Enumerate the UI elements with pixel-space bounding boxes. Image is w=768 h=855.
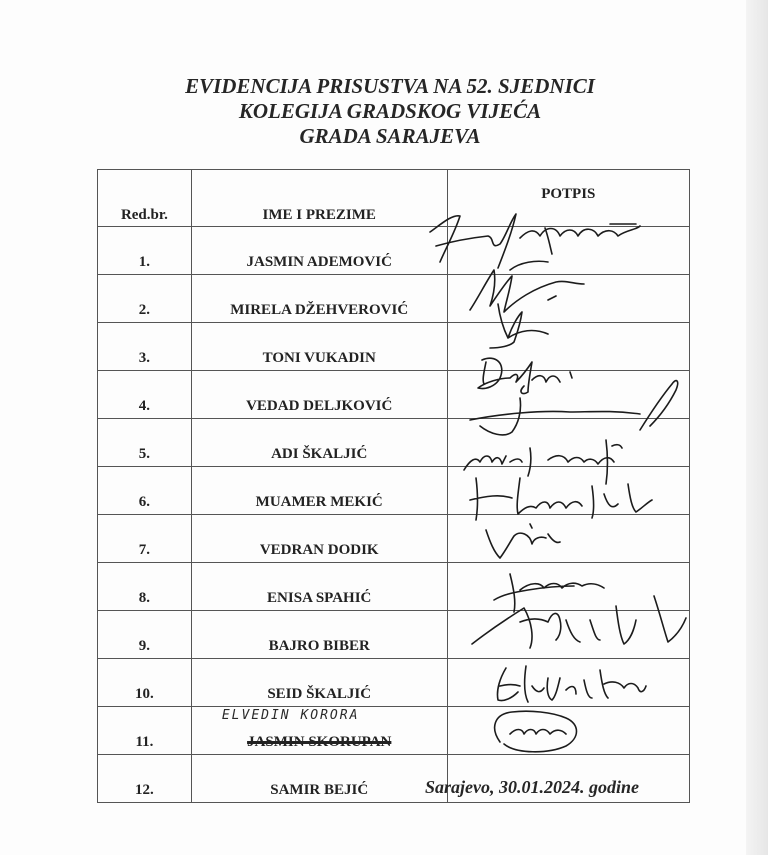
header-name: IME I PREZIME <box>191 170 447 227</box>
signature-cell <box>447 275 689 323</box>
row-name: TONI VUKADIN <box>191 323 447 371</box>
page-edge <box>746 0 768 855</box>
row-number: 3. <box>98 323 192 371</box>
signature-cell <box>447 467 689 515</box>
title-line-1: EVIDENCIJA PRISUSTVA NA 52. SJEDNICI <box>185 74 595 98</box>
signature-cell <box>447 227 689 275</box>
row-name: ADI ŠKALJIĆ <box>191 419 447 467</box>
table-row <box>98 611 690 659</box>
title-line-3: GRADA SARAJEVA <box>299 124 481 148</box>
header-number: Red.br. <box>98 170 192 227</box>
row-name: SAMIR BEJIĆ <box>191 755 447 803</box>
table-row <box>98 419 690 467</box>
row-number: 12. <box>98 755 192 803</box>
row-number: 2. <box>98 275 192 323</box>
table-header-row <box>98 170 690 227</box>
struck-out-name: JASMIN SKORUPAN <box>247 734 392 750</box>
row-name: MUAMER MEKIĆ <box>191 467 447 515</box>
table-row <box>98 323 690 371</box>
row-number: 5. <box>98 419 192 467</box>
table-row <box>98 371 690 419</box>
row-number: 4. <box>98 371 192 419</box>
place-date-footer: Sarajevo, 30.01.2024. godine <box>425 777 639 797</box>
row-number: 8. <box>98 563 192 611</box>
table-row <box>98 659 690 707</box>
row-name: MIRELA DŽEHVEROVIĆ <box>191 275 447 323</box>
row-name: ENISA SPAHIĆ <box>191 563 447 611</box>
title-line-2: KOLEGIJA GRADSKOG VIJEĆA <box>238 99 542 123</box>
signature-cell <box>447 611 689 659</box>
row-number: 10. <box>98 659 192 707</box>
table-row <box>98 515 690 563</box>
signature-cell <box>447 659 689 707</box>
row-number: 1. <box>98 227 192 275</box>
row-number: 9. <box>98 611 192 659</box>
row-number: 7. <box>98 515 192 563</box>
signature-cell <box>447 371 689 419</box>
signature-cell <box>447 515 689 563</box>
table-row <box>98 275 690 323</box>
row-name: VEDRAN DODIK <box>191 515 447 563</box>
signature-cell <box>447 707 689 755</box>
row-name-corrected <box>191 707 447 755</box>
row-name: VEDAD DELJKOVIĆ <box>191 371 447 419</box>
document-title <box>120 74 660 149</box>
row-number: 11. <box>98 707 192 755</box>
row-name: JASMIN ADEMOVIĆ <box>191 227 447 275</box>
table-row <box>98 467 690 515</box>
handwritten-correction: ELVEDIN KORORA <box>221 708 360 723</box>
signature-cell <box>447 323 689 371</box>
row-name: SEID ŠKALJIĆ <box>191 659 447 707</box>
table-row <box>98 227 690 275</box>
header-signature: POTPIS <box>447 170 689 227</box>
row-number: 6. <box>98 467 192 515</box>
table-row <box>98 563 690 611</box>
attendance-table <box>97 169 690 803</box>
table-row <box>98 707 690 755</box>
signature-cell <box>447 563 689 611</box>
row-name: BAJRO BIBER <box>191 611 447 659</box>
signature-cell <box>447 419 689 467</box>
